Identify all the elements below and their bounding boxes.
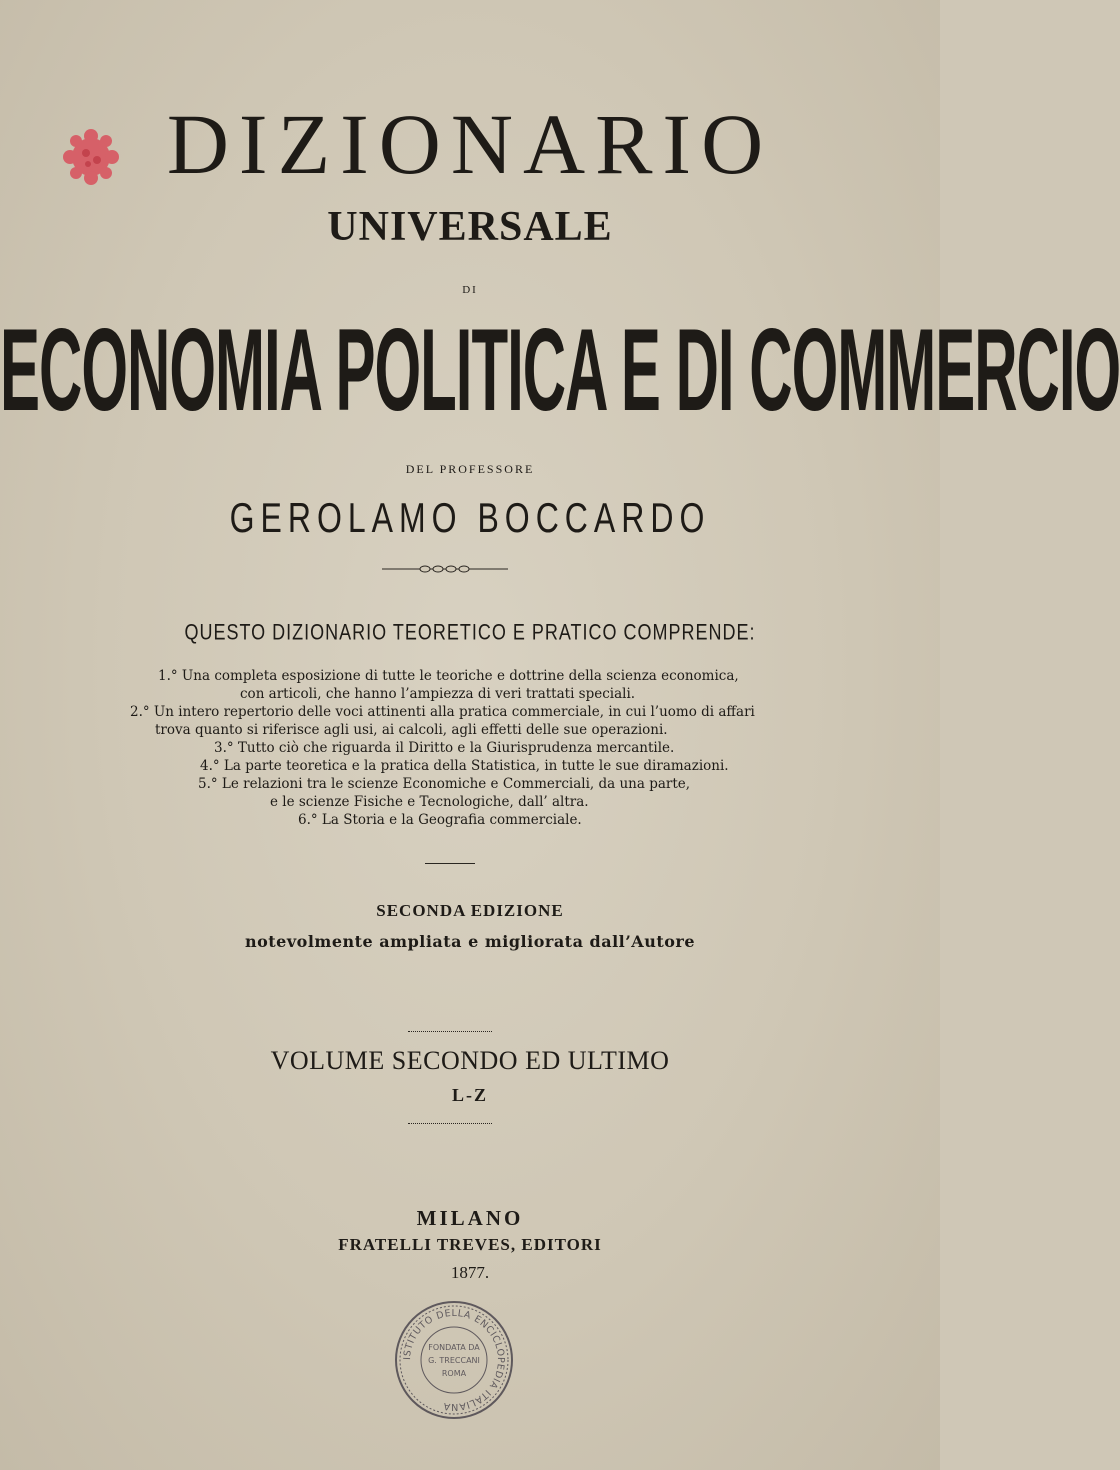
edition-label: SECONDA EDIZIONE xyxy=(376,901,564,920)
volume-label: VOLUME SECONDO ED ULTIMO xyxy=(270,1046,670,1075)
svg-text:G. TRECCANI: G. TRECCANI xyxy=(428,1356,480,1365)
library-stamp-icon xyxy=(392,1298,516,1422)
author-prefix: DEL PROFESSORE xyxy=(405,462,535,476)
title-connector: DI xyxy=(462,284,478,296)
contents-line-5: 5.° Le relazioni tra le scienze Economiche e Commerciali, da una parte, xyxy=(198,776,691,792)
contents-line-2: 2.° Un intero repertorio delle voci attinenti alla pratica commerciale, in cui l’uomo di affari xyxy=(130,704,755,720)
contents-line-1-cont: con articoli, che hanno l’ampiezza di veri trattati speciali. xyxy=(240,686,636,702)
volume-range: L-Z xyxy=(451,1085,488,1105)
imprint-year: 1877. xyxy=(450,1263,490,1282)
imprint-publisher: FRATELLI TREVES, EDITORI xyxy=(338,1235,602,1254)
svg-text:ISTITUTO DELLA ENCICLOPEDIA IT: ISTITUTO DELLA ENCICLOPEDIA ITALIANA xyxy=(401,1307,507,1413)
contents-line-4: 4.° La parte teoretica e la pratica della Statistica, in tutte le sue diramazioni. xyxy=(200,758,729,774)
imprint-city: MILANO xyxy=(416,1206,524,1230)
edition-note: notevolmente ampliata e migliorata dall’Autore xyxy=(244,932,696,951)
dotted-rule-bottom xyxy=(408,1123,492,1124)
main-title: DIZIONARIO xyxy=(166,96,774,192)
ornament-divider-icon xyxy=(380,562,510,576)
contents-line-3: 3.° Tutto ciò che riguarda il Diritto e la Giurisprudenza mercantile. xyxy=(214,740,675,756)
section-rule xyxy=(425,863,475,864)
contents-line-6: 6.° La Storia e la Geografia commerciale. xyxy=(298,812,582,828)
contents-heading: QUESTO DIZIONARIO TEORETICO E PRATICO COMPRENDE: xyxy=(184,619,756,645)
author-name: GEROLAMO BOCCARDO xyxy=(229,494,711,542)
contents-line-5-cont: e le scienze Fisiche e Tecnologiche, dall’ altra. xyxy=(270,794,589,810)
svg-text:ROMA: ROMA xyxy=(441,1369,467,1378)
contents-line-2-cont: trova quanto si riferisce agli usi, ai calcoli, agli effetti delle sue operazioni. xyxy=(155,722,668,738)
subtitle: UNIVERSALE xyxy=(327,204,613,250)
contents-line-1: 1.° Una completa esposizione di tutte le teoriche e dottrine della scienza economica, xyxy=(158,668,739,684)
svg-text:FONDATA DA: FONDATA DA xyxy=(428,1343,480,1352)
dotted-rule-top xyxy=(408,1031,492,1032)
subject-title: ECONOMIA POLITICA E DI COMMERCIO xyxy=(0,304,1120,436)
